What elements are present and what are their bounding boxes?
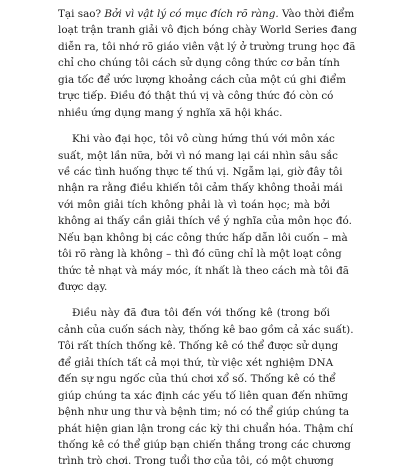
text-line: Tôi rất thích thống kê. Thống kê có thể được sử dụng xyxy=(58,340,339,353)
text-line: nhiều ứng dụng mang ý nghĩa xã hội khác. xyxy=(58,106,283,119)
text-line xyxy=(58,6,355,22)
paragraph-gap xyxy=(58,295,330,305)
text-line: để giải thích tất cả mọi thứ, từ việc xét nghiệm DNA xyxy=(58,356,334,369)
paragraph-2 xyxy=(58,131,352,295)
text-line: phát hiện gian lận trong các kỳ thi chuẩn hóa. Thậm chí xyxy=(58,422,354,435)
text-line: trực tiếp. Điều đó thật thú vị và công thức đó còn có xyxy=(58,90,334,103)
text-line: loạt trận tranh giải vô địch bóng chày World Series đang xyxy=(58,24,358,37)
text-line: Nếu bạn không bị các công thức hấp dẫn lôi cuốn – mà xyxy=(58,231,348,244)
text-line: Khi vào đại học, tôi vô cùng hứng thú với môn xác xyxy=(72,133,335,146)
body-text xyxy=(58,6,358,470)
paragraph-1 xyxy=(58,6,358,121)
text-line: diễn ra, tôi nhớ rõ giáo viên vật lý ở trường trung học đã xyxy=(58,40,356,53)
text-line: giúp chúng ta xác định các yếu tố liên quan đến những xyxy=(58,389,348,402)
text-line: cảnh của cuốn sách này, thống kê bao gồm cả xác suất). xyxy=(58,323,354,336)
text-line: tôi rõ ràng là không – thì đó cũng chỉ là một loạt công xyxy=(58,248,342,261)
text-line: với môn giải tích không phải là vì toán học; mà bởi xyxy=(58,198,330,211)
text-line: Điều này đã đưa tôi đến với thống kê (trong bối xyxy=(72,307,330,320)
text-line: gia tốc để ước lượng khoảng cách của một cú ghi điểm xyxy=(58,73,346,86)
text-line: thức tẻ nhạt và máy móc, ít nhất là theo cách mà tôi đã xyxy=(58,264,349,277)
text-line: không ai thấy cần giải thích về ý nghĩa của môn học đó. xyxy=(58,215,352,228)
line-tail: Vào thời điểm xyxy=(278,8,355,20)
text-line: đến sự ngu ngốc của thú chơi xổ số. Thống kê có thể xyxy=(58,373,336,386)
paragraph-gap xyxy=(58,121,330,131)
text-line: nhận ra rằng điều khiến tôi cảm thấy không thoải mái xyxy=(58,182,343,195)
italic-phrase: Bởi vì vật lý có mục đích rõ ràng. xyxy=(104,8,279,20)
text-line: chỉ cho chúng tôi cách sử dụng công thức cơ bản tính xyxy=(58,57,340,70)
text-line: được dạy. xyxy=(58,281,108,293)
line-lead: Tại sao? xyxy=(58,8,105,20)
text-line: suất, một lần nữa, bởi vì nó mang lại cái nhìn sâu sắc xyxy=(58,149,338,162)
text-line: trình trò chơi. Trong tuổi thơ của tôi, có một chương xyxy=(58,455,334,468)
text-line: về các tình huống thực tế thú vị. Ngẫm lại, giờ đây tôi xyxy=(58,165,343,178)
text-line: thống kê có thể giúp bạn chiến thắng trong các chương xyxy=(58,438,351,451)
paragraph-3 xyxy=(58,305,354,469)
text-line: bệnh như ung thư và bệnh tim; nó có thể giúp chúng ta xyxy=(58,406,350,419)
